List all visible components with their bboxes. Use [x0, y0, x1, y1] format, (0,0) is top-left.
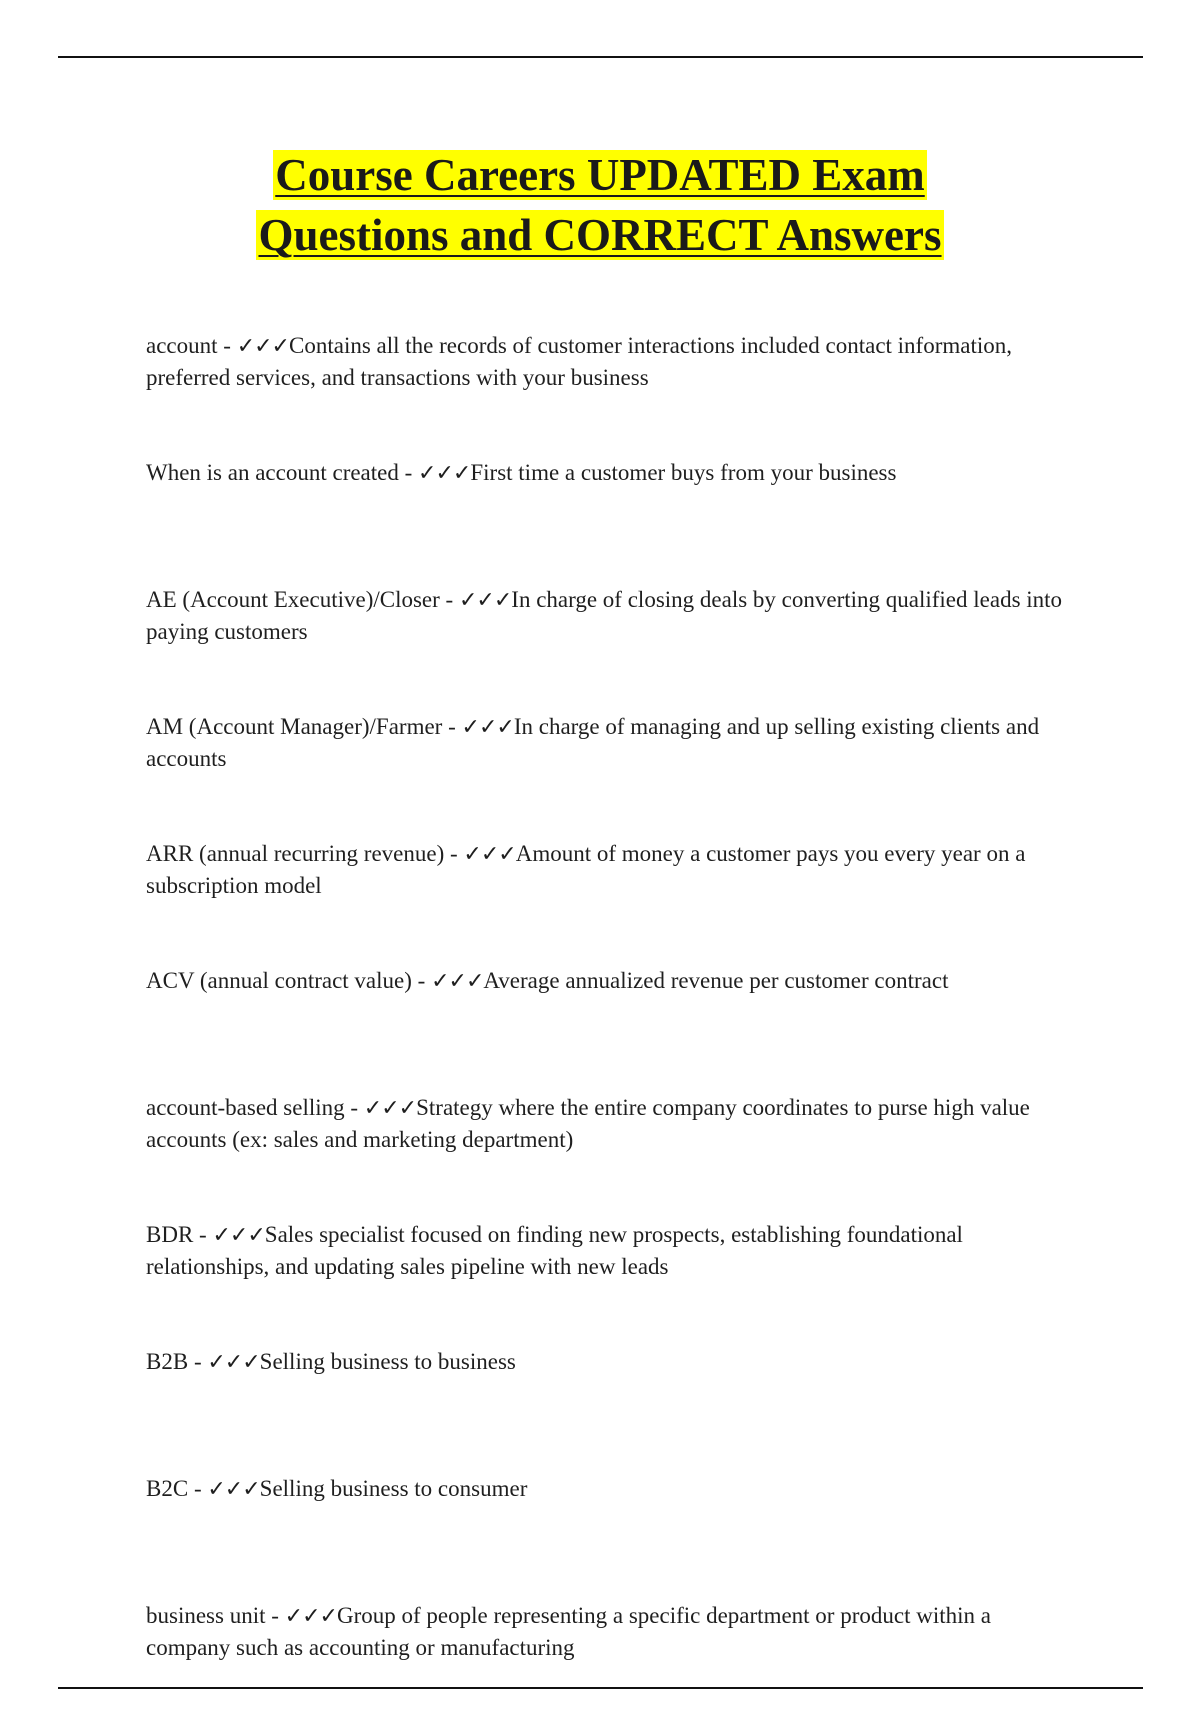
entry-term: ACV (annual contract value) [146, 968, 412, 993]
entry-definition: Contains all the records of customer interactions included contact information, preferred services, and transactions with your business [146, 333, 1013, 390]
qa-entry: AE (Account Executive)/Closer - ✓✓✓In charge of closing deals by converting qualified leads into paying customers [146, 587, 1063, 644]
title-line-2: Questions and CORRECT Answers [258, 210, 942, 260]
entry-definition: Sales specialist focused on finding new prospects, establishing foundational relationships, and updating sales pipeline with new leads [146, 1222, 963, 1279]
check-icon: ✓✓✓ [207, 1477, 260, 1502]
check-icon: ✓✓✓ [363, 1096, 417, 1121]
check-icon: ✓✓✓ [212, 1223, 265, 1248]
qa-entry: B2C - ✓✓✓Selling business to consumer [146, 1476, 528, 1502]
entry-term: ARR (annual recurring revenue) [146, 841, 445, 866]
entry-definition: Selling business to business [259, 1349, 516, 1374]
check-icon: ✓✓✓ [236, 334, 289, 359]
qa-entry: business unit - ✓✓✓Group of people representing a specific department or product within a company such as accounting or manufacturing [146, 1603, 991, 1660]
qa-entry: AM (Account Manager)/Farmer - ✓✓✓In charge of managing and up selling existing clients and accounts [146, 714, 1040, 771]
check-icon: ✓✓✓ [207, 1350, 260, 1375]
entry-definition: Selling business to consumer [259, 1476, 528, 1501]
entry-term: AM (Account Manager)/Farmer [146, 714, 443, 739]
qa-entry: ACV (annual contract value) - ✓✓✓Average annualized revenue per customer contract [146, 968, 949, 994]
entry-definition: Group of people representing a specific department or product within a company such as accounting or manufacturing [146, 1603, 991, 1660]
entry-term: account-based selling [146, 1095, 345, 1120]
entry-term: B2C [146, 1476, 189, 1501]
qa-entry: account-based selling - ✓✓✓Strategy where the entire company coordinates to purse high value accounts (ex: sales and marketing department) [146, 1095, 1030, 1152]
qa-list [146, 330, 1066, 1727]
header-rule [58, 56, 1143, 58]
entry-definition: In charge of closing deals by converting qualified leads into paying customers [146, 587, 1063, 644]
entry-term: BDR [146, 1222, 194, 1247]
check-icon: ✓✓✓ [461, 715, 514, 740]
qa-entry: When is an account created - ✓✓✓First time a customer buys from your business [146, 460, 897, 486]
check-icon: ✓✓✓ [284, 1604, 337, 1629]
entry-definition: Strategy where the entire company coordinates to purse high value accounts (ex: sales and marketing department) [146, 1095, 1030, 1152]
entry-definition: First time a customer buys from your business [470, 460, 897, 485]
footer-rule [58, 1687, 1143, 1689]
entry-term: B2B [146, 1349, 189, 1374]
qa-entry: ARR (annual recurring revenue) - ✓✓✓Amount of money a customer pays you every year on a subscription model [146, 841, 1026, 898]
check-icon: ✓✓✓ [458, 588, 512, 613]
entry-term: account [146, 333, 218, 358]
qa-entry: BDR - ✓✓✓Sales specialist focused on finding new prospects, establishing foundational relationships, and updating sales pipeline with new leads [146, 1222, 963, 1279]
entry-definition: Average annualized revenue per customer contract [483, 968, 949, 993]
check-icon: ✓✓✓ [418, 461, 471, 486]
qa-entry: account - ✓✓✓Contains all the records of customer interactions included contact information, preferred services, and transactions with your business [146, 333, 1013, 390]
check-icon: ✓✓✓ [463, 842, 516, 867]
entry-definition: In charge of managing and up selling existing clients and accounts [146, 714, 1040, 771]
entry-term: When is an account created [146, 460, 399, 485]
check-icon: ✓✓✓ [431, 969, 484, 994]
entry-definition: Amount of money a customer pays you every year on a subscription model [146, 841, 1026, 898]
entry-term: AE (Account Executive)/Closer [146, 587, 440, 612]
qa-entry: B2B - ✓✓✓Selling business to business [146, 1349, 516, 1375]
entry-term: business unit [146, 1603, 266, 1628]
title-line-1: Course Careers UPDATED Exam [275, 150, 925, 200]
page-title [0, 145, 1200, 265]
